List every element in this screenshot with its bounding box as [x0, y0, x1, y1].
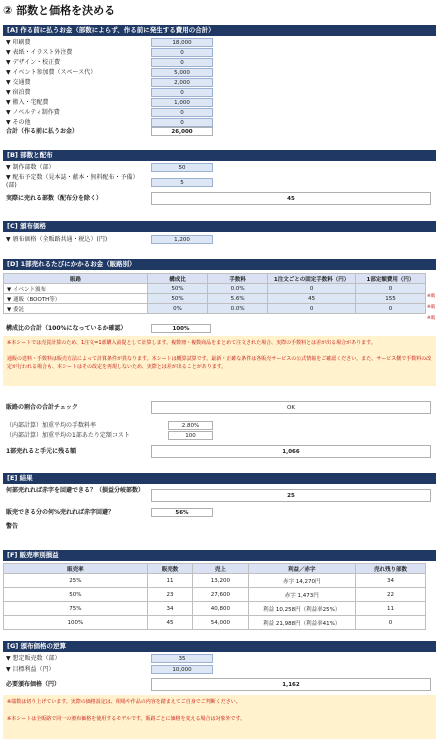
channel-ratio-input[interactable]: 50% — [147, 294, 207, 304]
required-price-row — [3, 678, 436, 691]
col-leftover: 売れ残り部数 — [356, 564, 426, 574]
section-b-total-label: 実際に売れる部数（配布分を除く） — [6, 195, 103, 202]
sales-cell: 40,800 — [193, 602, 248, 616]
sales-rate-header-row — [4, 564, 426, 574]
breakeven-label: 何部売れれば赤字を回避できる？（損益分岐部数） — [6, 487, 145, 494]
ratio-total-label: 構成比の合計（100%になっているか確認） — [6, 325, 127, 332]
cost-label: ▼ 印刷費 — [6, 39, 31, 46]
cost-label: ▼ 搬入・宅配費 — [6, 99, 49, 106]
cost-input[interactable]: 0 — [151, 58, 213, 67]
rate-cell: 25% — [4, 574, 148, 588]
sales-channel-table — [3, 273, 426, 314]
cost-row — [3, 78, 436, 88]
channel-per-input[interactable]: 0 — [355, 304, 425, 314]
sales-cell: 27,600 — [193, 588, 248, 602]
sales-channel-row — [4, 294, 426, 304]
target-profit-label: ▼ 目標利益（円） — [6, 666, 55, 673]
calc-fee-label: （内部計算）加重平均の手数料率 — [6, 422, 97, 429]
channel-fixed-input[interactable]: 0 — [268, 284, 356, 294]
target-count-label: ▼ 想定販売数（部） — [6, 655, 61, 662]
section-b-label-1: ▼ 配布予定数（見本誌・献本・無料配布・予備）(部) — [6, 174, 139, 189]
channel-note-mark: ※販 — [427, 305, 436, 310]
leftover-cell: 11 — [356, 602, 426, 616]
channel-per-input[interactable]: 0 — [355, 284, 425, 294]
required-price-value: 1,162 — [151, 678, 431, 691]
col-channel: 販路 — [4, 274, 148, 284]
leftover-cell: 22 — [356, 588, 426, 602]
calc-cost-value: 100 — [168, 431, 213, 440]
col-count: 販売数 — [147, 564, 192, 574]
cost-row — [3, 88, 436, 98]
cost-input[interactable]: 18,000 — [151, 38, 213, 47]
sales-channel-header-row — [4, 274, 426, 284]
cost-label: ▼ ノベルティ制作費 — [6, 109, 60, 116]
price-note-2: ※本シートは全販路で同一の頒布価格を使用するモデルです。販路ごとに価格を変える場合は対象外です。 — [7, 716, 246, 722]
section-a-header: [A] 作る前に払うお金（部数によらず、作る前に発生する費用の合計） — [3, 25, 436, 36]
section-a-total-label: 合計（作る前に払うお金） — [6, 128, 79, 135]
channel-ratio-input[interactable]: 0% — [147, 304, 207, 314]
breakeven-rate-label: 販売できる分の何%売れれば赤字回避？ — [6, 509, 115, 516]
col-fee: 手数料 — [208, 274, 268, 284]
price-notes — [3, 695, 436, 739]
section-a-total-row — [3, 127, 436, 137]
page-title: ② 部数と価格を決める — [3, 4, 116, 17]
calc-cost-row — [3, 431, 436, 441]
rate-cell: 100% — [4, 616, 148, 630]
cost-label: ▼ 交通費 — [6, 79, 31, 86]
channel-check-label: 販路の割合の合計チェック — [6, 404, 78, 411]
channel-ratio-input[interactable]: 50% — [147, 284, 207, 294]
cost-row — [3, 48, 436, 58]
channel-fee-input[interactable]: 5.6% — [208, 294, 268, 304]
channel-note-1: ※本シートでは売買計算のため、1注文=1部購入前提として計算します。複数冊・複数商品をまとめて注文された場合、実際の手数料とは差が出る場合があります。 — [7, 340, 376, 346]
breakeven-rate-value: 56% — [151, 508, 213, 517]
count-cell: 23 — [147, 588, 192, 602]
cost-row — [3, 68, 436, 78]
count-cell: 11 — [147, 574, 192, 588]
channel-note-mark: ※販 — [427, 294, 436, 299]
ratio-total-value: 100% — [151, 324, 211, 333]
target-count-input[interactable]: 35 — [151, 654, 213, 663]
section-b-row-1 — [3, 174, 436, 191]
col-fixed-fee: 1注文ごとの固定手数料（円） — [268, 274, 356, 284]
ratio-total-row — [3, 324, 436, 334]
section-b-label-0: ▼ 制作部数（部） — [6, 164, 55, 171]
count-cell: 34 — [147, 602, 192, 616]
warning-label: 警告 — [6, 523, 19, 530]
cost-label: ▼ その他 — [6, 119, 31, 126]
col-rate: 販売率 — [4, 564, 148, 574]
breakeven-rate-row — [3, 508, 436, 518]
sales-rate-row — [4, 616, 426, 630]
col-ratio: 構成比 — [147, 274, 207, 284]
breakeven-value: 25 — [151, 489, 431, 502]
rate-cell: 75% — [4, 602, 148, 616]
calc-fee-row — [3, 421, 436, 431]
calc-fee-value: 2.80% — [168, 421, 213, 430]
warning-row — [3, 522, 436, 532]
channel-fixed-input[interactable]: 45 — [268, 294, 356, 304]
section-b-header: [B] 部数と配布 — [3, 150, 436, 161]
section-a-total-value: 26,000 — [151, 127, 213, 136]
channel-check-value: OK — [151, 401, 431, 414]
section-b-input-0[interactable]: 50 — [151, 163, 213, 172]
cost-row — [3, 38, 436, 48]
profit-cell: 利益 21,988円（利益率41%） — [248, 616, 355, 630]
rate-cell: 50% — [4, 588, 148, 602]
channel-notes — [3, 336, 436, 386]
cost-input[interactable]: 0 — [151, 48, 213, 57]
cost-input[interactable]: 5,000 — [151, 68, 213, 77]
section-b-input-1[interactable]: 5 — [151, 178, 213, 187]
leftover-cell: 34 — [356, 574, 426, 588]
target-profit-input[interactable]: 10,000 — [151, 665, 213, 674]
cost-input[interactable]: 0 — [151, 118, 213, 127]
required-price-label: 必要頒布価格（円） — [6, 681, 61, 688]
cost-label: ▼ 宿泊費 — [6, 89, 31, 96]
sales-rate-row — [4, 574, 426, 588]
section-c-header: [C] 頒布価格 — [3, 221, 436, 232]
target-profit-row — [3, 665, 436, 675]
profit-cell: 利益 10,258円（利益率25%） — [248, 602, 355, 616]
channel-name: ▼ イベント頒布 — [4, 284, 148, 294]
profit-cell: 赤字 14,270円 — [248, 574, 355, 588]
leftover-cell: 0 — [356, 616, 426, 630]
cost-row — [3, 108, 436, 118]
section-c-input-0[interactable]: 1,200 — [151, 235, 213, 244]
channel-note-2: 通販の送料・手数料は販売方法によって計算条件が異なります。本シートは概算試算です。最新・正確な条件は各販売サービスの公式情報をご確認ください。また、サービス側で手数料の改定が行われる場合も、本シートはその改定を再現しないため、実際とは差が出ることがあります。 — [7, 356, 432, 370]
section-b-row-0 — [3, 163, 436, 173]
net-per-copy-label: 1部売れると手元に残る額 — [6, 448, 77, 455]
section-d-header: [D] 1部売れるたびにかかるお金（販路別） — [3, 259, 436, 270]
section-g-header: [G] 頒布価格の逆算 — [3, 641, 436, 652]
cost-input[interactable]: 2,000 — [151, 78, 213, 87]
channel-note-mark: ※販 — [427, 316, 436, 321]
channel-fixed-input[interactable]: 0 — [268, 304, 356, 314]
sales-rate-row — [4, 602, 426, 616]
channel-fee-input[interactable]: 0.0% — [208, 284, 268, 294]
section-b-total-value: 45 — [151, 192, 431, 205]
col-profit: 利益／赤字 — [248, 564, 355, 574]
net-per-copy-value: 1,066 — [151, 445, 431, 458]
channel-name: ▼ 委託 — [4, 304, 148, 314]
cost-input[interactable]: 0 — [151, 88, 213, 97]
cost-input[interactable]: 1,000 — [151, 98, 213, 107]
col-per-copy: 1部定額費用（円） — [355, 274, 425, 284]
sales-rate-table — [3, 563, 426, 630]
channel-per-input[interactable]: 155 — [355, 294, 425, 304]
price-note-1: ※端数は切り上げています。実際の価格設定は、相場や作品の内容を踏まえてご自身でご判断ください。 — [7, 699, 241, 705]
sales-channel-row — [4, 284, 426, 294]
net-per-copy-row — [3, 445, 436, 458]
cost-row — [3, 58, 436, 68]
breakeven-row — [3, 487, 436, 504]
target-count-row — [3, 654, 436, 664]
calc-cost-label: （内部計算）加重平均の1部あたり定額コスト — [6, 432, 130, 439]
cost-label: ▼ デザイン・校正費 — [6, 59, 61, 66]
cost-row — [3, 98, 436, 108]
profit-cell: 赤字 1,473円 — [248, 588, 355, 602]
sales-rate-row — [4, 588, 426, 602]
channel-name: ▼ 通販（BOOTH等） — [4, 294, 148, 304]
channel-fee-input[interactable]: 0.0% — [208, 304, 268, 314]
cost-input[interactable]: 0 — [151, 108, 213, 117]
cost-label: ▼ イベント参加費（スペース代） — [6, 69, 97, 76]
section-e-header: [E] 結果 — [3, 473, 436, 484]
section-c-row-0 — [3, 235, 436, 245]
sales-cell: 54,000 — [193, 616, 248, 630]
sales-cell: 13,200 — [193, 574, 248, 588]
count-cell: 45 — [147, 616, 192, 630]
channel-check-row — [3, 401, 436, 414]
sales-channel-row — [4, 304, 426, 314]
section-f-header: [F] 販売率別損益 — [3, 550, 436, 561]
section-c-label-0: ▼ 頒布価格（全販路共通・税込）(円) — [6, 236, 108, 243]
section-b-total-row — [3, 192, 436, 205]
cost-label: ▼ 表紙・イラスト外注費 — [6, 49, 73, 56]
col-sales: 売上 — [193, 564, 248, 574]
